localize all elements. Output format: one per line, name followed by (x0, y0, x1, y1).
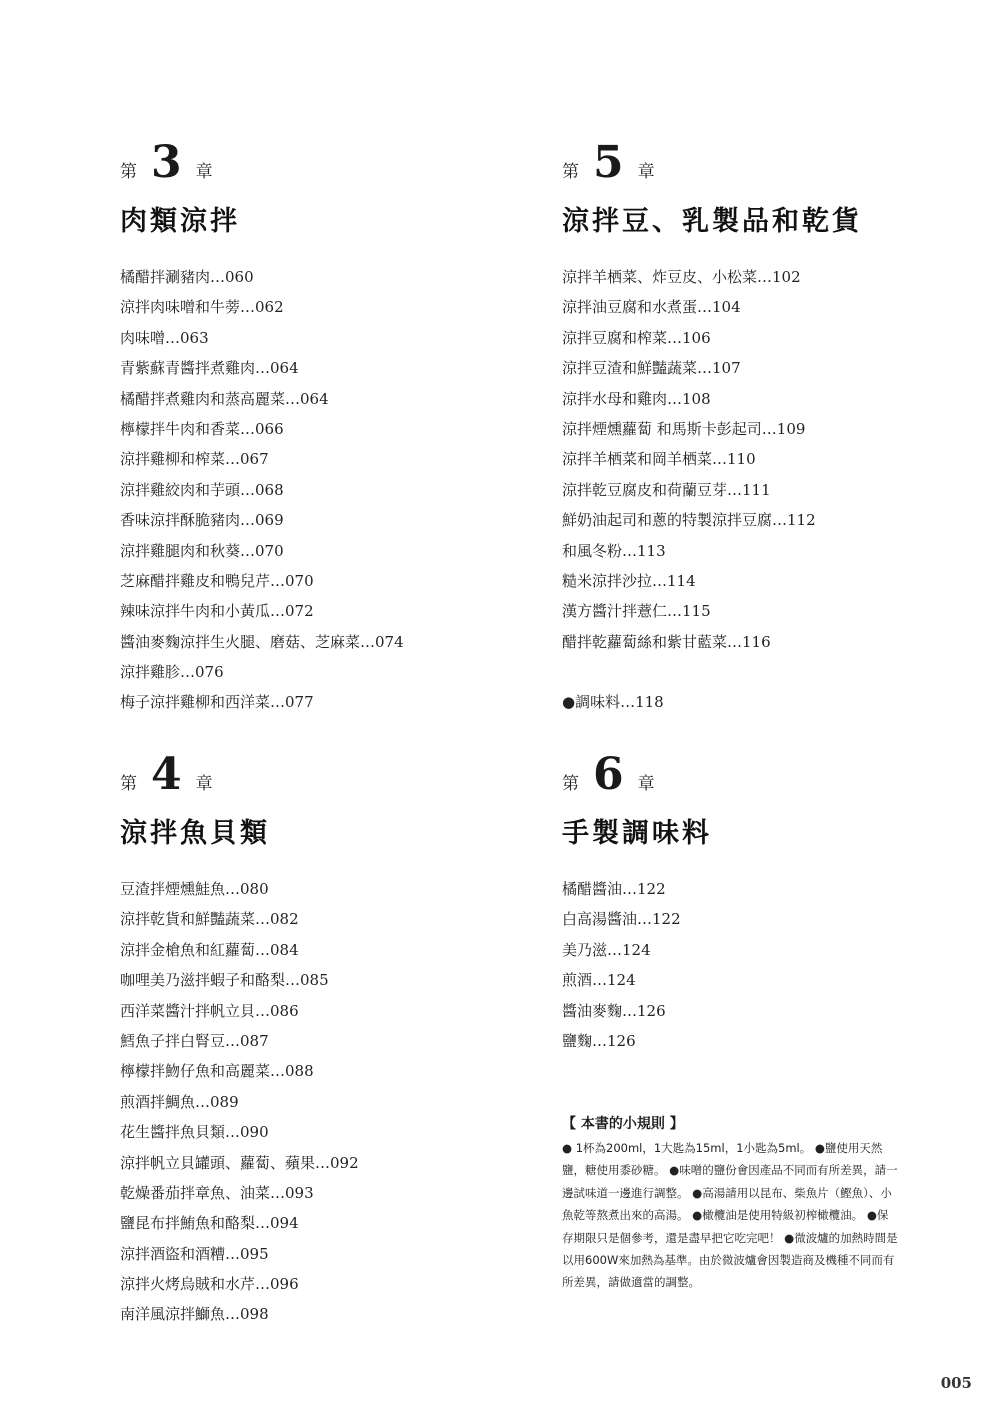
chapter-number: 6 (593, 749, 624, 800)
recipe-entry: 醬油麥麴涼拌生火腿、磨菇、芝麻菜…074 (120, 632, 404, 651)
recipe-entry: 橘醋醬油…122 (562, 880, 666, 898)
recipe-entry: 涼拌乾豆腐皮和荷蘭豆芽…111 (562, 480, 771, 499)
recipe-entry: 南洋風涼拌鰤魚…098 (120, 1305, 269, 1324)
recipe-list (120, 874, 520, 1330)
recipe-entry: 白高湯醬油…122 (562, 910, 681, 929)
recipe-entry: 糙米涼拌沙拉…114 (562, 571, 696, 590)
recipe-entry: 涼拌雞絞肉和芋頭…068 (120, 480, 284, 499)
rules-body: ● 1杯為200ml，1大匙為15ml，1小匙為5ml。 ●鹽使用天然鹽，糖使用黍砂糖。 ●味噌的鹽份會因產品不同而有所差異，請一邊試味道一邊進行調整。 ●高湯請用以昆布、柴魚片（鰹魚）、小魚乾等熬煮出來的高湯。 ●橄欖油是使用特級初榨橄欖油。 ●保存期限只是個參考，還是盡早把它吃完吧！ ●微波爐的加熱時間是以用600W來加熱為基準。由於微波爐會因製造商及機種不同而有所差異，請做適當的調整。 (562, 1141, 898, 1290)
chapter-6 (562, 749, 962, 1056)
recipe-entry: 涼拌乾貨和鮮豔蔬菜…082 (120, 910, 299, 929)
recipe-entry: 西洋菜醬汁拌帆立貝…086 (120, 1001, 299, 1020)
recipe-entry: 涼拌羊栖菜和岡羊栖菜…110 (562, 450, 756, 469)
chapter-prefix: 第 (562, 774, 579, 794)
chapter-prefix: 第 (120, 162, 137, 182)
recipe-entry: 煎酒拌鯛魚…089 (120, 1092, 239, 1111)
recipe-entry: 橘醋拌涮豬肉…060 (120, 268, 254, 286)
recipe-entry: 辣味涼拌牛肉和小黃瓜…072 (120, 602, 314, 621)
recipe-entry: 涼拌雞柳和榨菜…067 (120, 450, 269, 469)
recipe-entry: 檸檬拌牛肉和香菜…066 (120, 419, 284, 438)
chapter-suffix: 章 (195, 774, 213, 794)
chapter-suffix: 章 (195, 162, 213, 182)
chapter-title: 肉類涼拌 (120, 206, 240, 237)
recipe-entry: 和風冬粉…113 (562, 541, 666, 560)
chapter-number: 5 (593, 137, 624, 188)
recipe-entry: 梅子涼拌雞柳和西洋菜…077 (120, 693, 314, 712)
chapter-heading (562, 749, 962, 800)
chapter-number: 3 (151, 137, 182, 188)
recipe-entry: 橘醋拌煮雞肉和蒸高麗菜…064 (120, 389, 329, 408)
recipe-list (562, 262, 962, 657)
recipe-entry: 涼拌煙燻蘿蔔 和馬斯卡彭起司…109 (562, 419, 806, 438)
recipe-entry: 美乃滋…124 (562, 940, 651, 959)
recipe-entry: 青紫蘇青醬拌煮雞肉…064 (120, 359, 299, 378)
chapter-4 (120, 749, 520, 1330)
recipe-entry: 鮮奶油起司和蔥的特製涼拌豆腐…112 (562, 511, 816, 530)
recipe-entry: 涼拌水母和雞肉…108 (562, 389, 711, 408)
seasoning-entry: ●調味料…118 (562, 693, 664, 712)
recipe-entry: 鹽昆布拌鮪魚和酪梨…094 (120, 1214, 299, 1233)
chapter-title: 涼拌豆、乳製品和乾貨 (562, 206, 862, 237)
recipe-entry: 涼拌羊栖菜、炸豆皮、小松菜…102 (562, 268, 801, 286)
recipe-entry: 乾燥番茄拌章魚、油菜…093 (120, 1183, 314, 1202)
chapter-prefix: 第 (120, 774, 137, 794)
recipe-entry: 醋拌乾蘿蔔絲和紫甘藍菜…116 (562, 632, 771, 651)
chapter-number: 4 (151, 749, 182, 800)
recipe-entry: 醬油麥麴…126 (562, 1001, 666, 1020)
recipe-entry: 香味涼拌酥脆豬肉…069 (120, 511, 284, 530)
chapter-5 (562, 137, 962, 717)
recipe-list (562, 874, 962, 1056)
recipe-entry: 檸檬拌魩仔魚和高麗菜…088 (120, 1062, 314, 1081)
recipe-entry: 肉味噌…063 (120, 328, 209, 347)
page-number: 005 (940, 1374, 972, 1392)
chapter-title: 涼拌魚貝類 (120, 818, 270, 849)
rules-title: 【 本書的小規則 】 (562, 1116, 684, 1132)
chapter-suffix: 章 (637, 774, 655, 794)
recipe-entry: 涼拌豆腐和榨菜…106 (562, 328, 711, 347)
recipe-entry: 咖哩美乃滋拌蝦子和酪梨…085 (120, 971, 329, 990)
chapter-3 (120, 137, 520, 718)
recipe-entry: 豆渣拌煙燻鮭魚…080 (120, 880, 269, 898)
recipe-entry: 鹽麴…126 (562, 1031, 636, 1050)
recipe-entry: 涼拌豆渣和鮮豔蔬菜…107 (562, 359, 741, 378)
recipe-entry: 涼拌肉味噌和牛蒡…062 (120, 298, 284, 317)
recipe-entry: 涼拌雞胗…076 (120, 663, 224, 682)
chapter-heading (120, 137, 520, 188)
recipe-entry: 涼拌帆立貝罐頭、蘿蔔、蘋果…092 (120, 1153, 359, 1172)
chapter-title: 手製調味料 (562, 818, 712, 849)
recipe-list (120, 262, 520, 718)
recipe-entry: 煎酒…124 (562, 971, 636, 990)
recipe-entry: 花生醬拌魚貝類…090 (120, 1123, 269, 1142)
recipe-entry: 漢方醬汁拌薏仁…115 (562, 602, 711, 621)
recipe-entry: 涼拌酒盜和酒糟…095 (120, 1244, 269, 1263)
chapter-heading (120, 749, 520, 800)
recipe-entry: 涼拌油豆腐和水煮蛋…104 (562, 298, 741, 317)
recipe-entry: 芝麻醋拌雞皮和鴨兒芹…070 (120, 571, 314, 590)
chapter-prefix: 第 (562, 162, 579, 182)
chapter-heading (562, 137, 962, 188)
chapter-suffix: 章 (637, 162, 655, 182)
book-rules (562, 1113, 898, 1294)
recipe-entry: 鱈魚子拌白腎豆…087 (120, 1031, 269, 1050)
recipe-entry: 涼拌雞腿肉和秋葵…070 (120, 541, 284, 560)
recipe-entry: 涼拌火烤烏賊和水芹…096 (120, 1275, 299, 1294)
recipe-entry: 涼拌金槍魚和紅蘿蔔…084 (120, 940, 299, 959)
